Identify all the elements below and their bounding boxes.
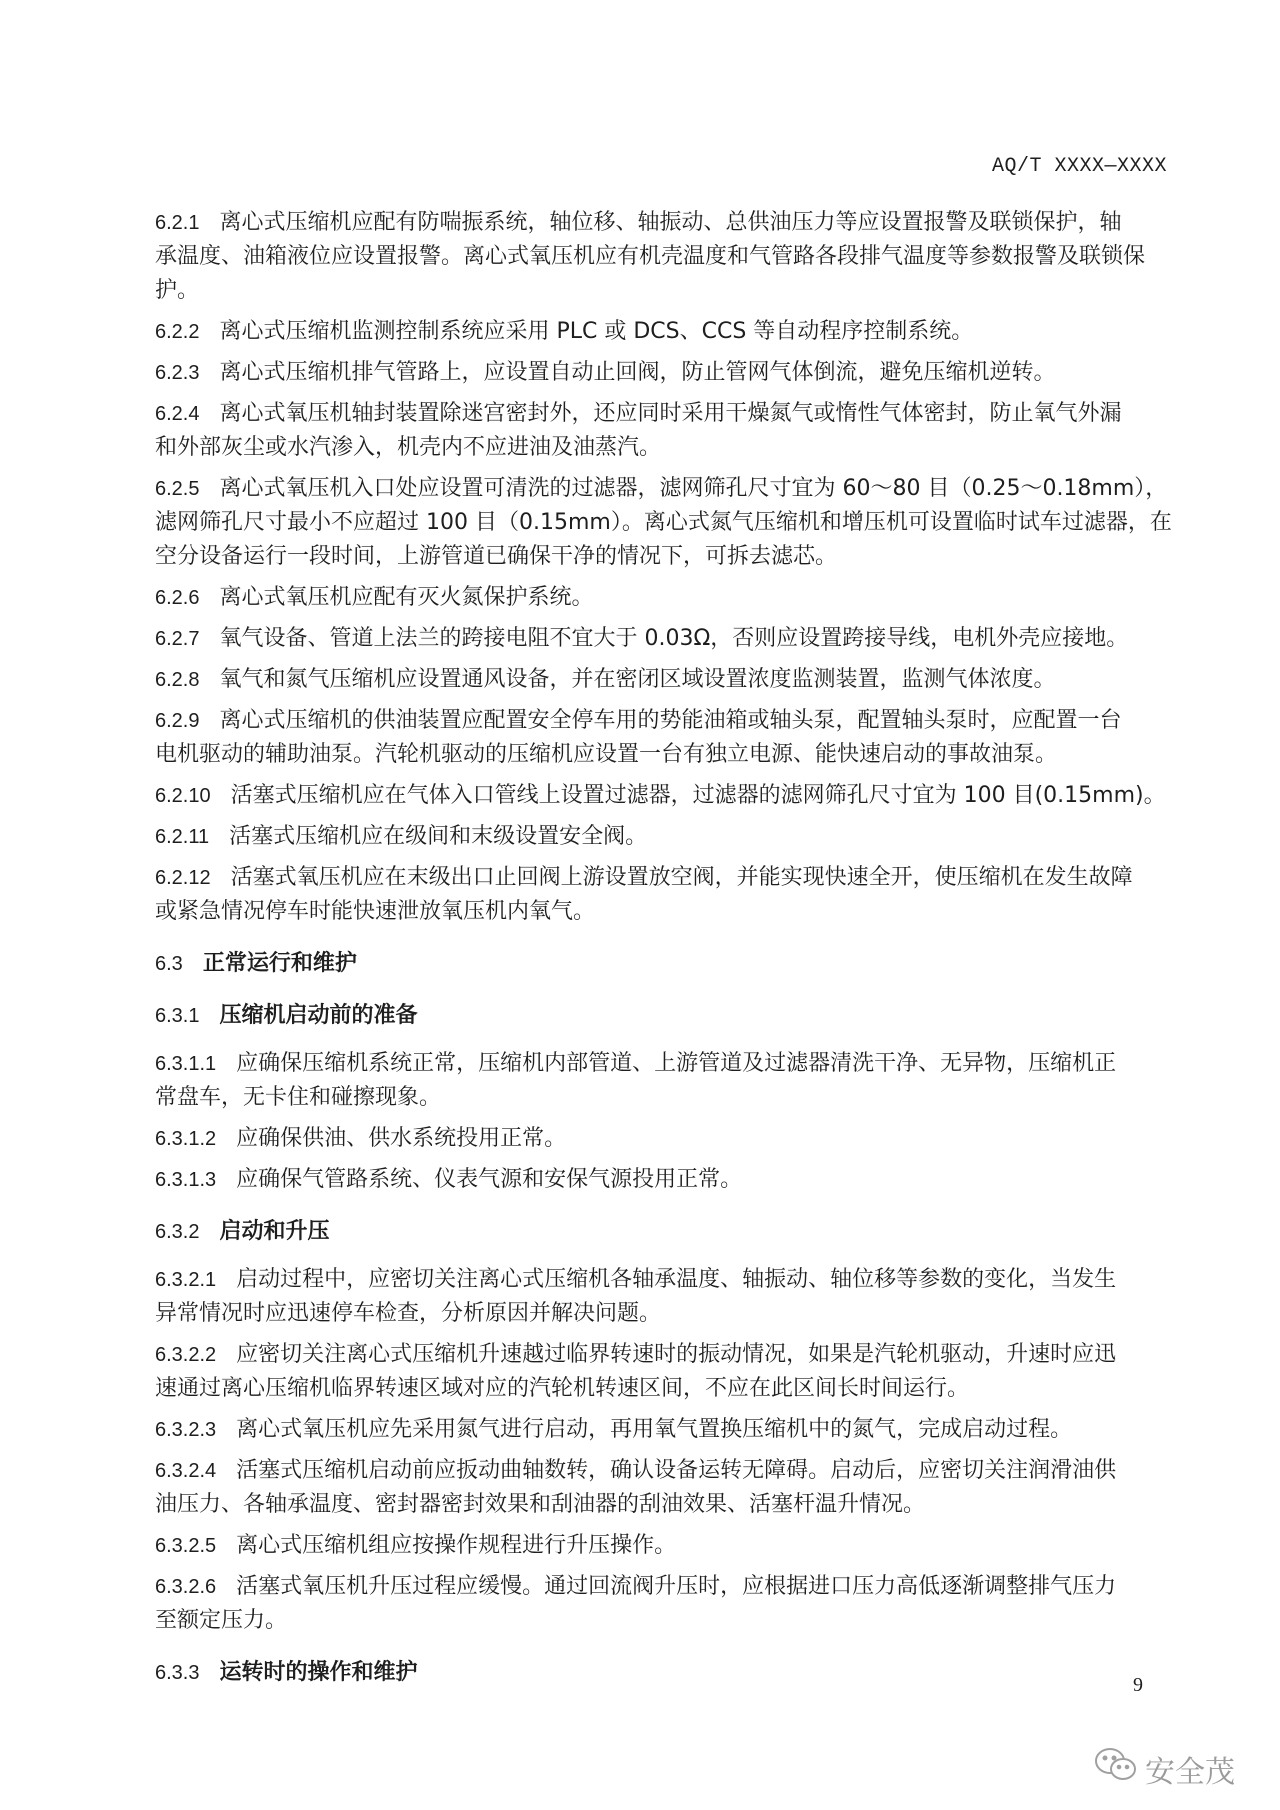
clause-paragraph [155,622,1167,656]
clause-number: 6.2.12 [155,867,211,889]
clause-number: 6.2.4 [155,403,200,425]
clause-paragraph [155,1570,1167,1638]
clause-number: 6.3.2.3 [155,1419,217,1441]
paragraph-line [155,663,1167,697]
clause-number: 6.3.1.3 [155,1169,217,1191]
clause-paragraph [155,820,1167,854]
clause-text: 离心式压缩机排气管路上，应设置自动止回阀，防止管网气体倒流，避免压缩机逆转。 [219,360,1056,385]
clause-paragraph [155,861,1167,929]
clause-number: 6.3.1.2 [155,1128,217,1150]
clause-paragraph [155,1163,1167,1197]
clause-text: 启动过程中，应密切关注离心式压缩机各轴承温度、轴振动、轴位移等参数的变化，当发生 [236,1267,1117,1292]
document-code-header: AQ/T XXXX—XXXX [991,155,1167,178]
clause-paragraph [155,1122,1167,1156]
clause-text: 速通过离心压缩机临界转速区域对应的汽轮机转速区间，不应在此区间长时间运行。 [155,1376,970,1401]
paragraph-line [155,1163,1167,1197]
paragraph-line [155,274,1167,308]
section-number: 6.3.2 [155,1221,200,1243]
clause-text: 离心式氧压机应先采用氮气进行启动，再用氧气置换压缩机中的氮气，完成启动过程。 [236,1417,1073,1442]
clause-text: 护。 [155,278,200,303]
paragraph-line [155,540,1167,574]
paragraph-line [155,431,1167,465]
section-heading [155,1215,1167,1249]
section-heading [155,1656,1167,1690]
clause-text: 承温度、油箱液位应设置报警。离心式氧压机应有机壳温度和气管路各段排气温度等参数报警及联锁保 [155,244,1146,269]
paragraph-line [155,779,1167,813]
paragraph-line [155,1570,1167,1604]
clause-paragraph [155,315,1167,349]
clause-number: 6.2.10 [155,785,211,807]
clause-number: 6.3.2.4 [155,1460,217,1482]
clause-number: 6.2.6 [155,587,200,609]
clause-paragraph [155,1413,1167,1447]
clause-number: 6.2.11 [155,826,210,848]
paragraph-line [155,1454,1167,1488]
paragraph-line [155,1081,1167,1115]
clause-text: 氧气和氮气压缩机应设置通风设备，并在密闭区域设置浓度监测装置，监测气体浓度。 [219,667,1056,692]
paragraph-line [155,1297,1167,1331]
clause-paragraph [155,1263,1167,1331]
wechat-icon [1093,1745,1139,1793]
paragraph-line [155,206,1167,240]
section-title: 压缩机启动前的准备 [219,1003,418,1028]
clause-number: 6.2.2 [155,321,200,343]
paragraph-line [155,738,1167,772]
clause-text: 应确保压缩机系统正常，压缩机内部管道、上游管道及过滤器清洗干净、无异物，压缩机正 [236,1051,1117,1076]
paragraph-line [155,472,1167,506]
clause-paragraph [155,206,1167,308]
paragraph-line [155,820,1167,854]
clause-number: 6.2.5 [155,478,200,500]
paragraph-line [155,240,1167,274]
clause-paragraph [155,1529,1167,1563]
clause-number: 6.3.2.5 [155,1535,217,1557]
document-body [155,206,1172,1704]
paragraph-line [155,1529,1167,1563]
clause-number: 6.2.9 [155,710,200,732]
clause-text: 电机驱动的辅助油泵。汽轮机驱动的压缩机应设置一台有独立电源、能快速启动的事故油泵。 [155,742,1058,767]
clause-paragraph [155,356,1167,390]
paragraph-line [155,895,1167,929]
paragraph-line [155,1488,1167,1522]
clause-text: 离心式压缩机监测控制系统应采用 PLC 或 DCS、CCS 等自动程序控制系统。 [219,319,974,344]
clause-text: 离心式压缩机组应按操作规程进行升压操作。 [236,1533,677,1558]
clause-text: 应确保供油、供水系统投用正常。 [236,1126,567,1151]
clause-number: 6.2.8 [155,669,200,691]
clause-text: 至额定压力。 [155,1608,288,1633]
clause-paragraph [155,1338,1167,1406]
clause-text: 常盘车，无卡住和碰擦现象。 [155,1085,442,1110]
clause-text: 异常情况时应迅速停车检查，分析原因并解决问题。 [155,1301,662,1326]
section-number: 6.3.1 [155,1005,200,1027]
section-heading [155,947,1167,981]
paragraph-line [155,1372,1167,1406]
paragraph-line [155,704,1167,738]
paragraph-line [155,506,1172,540]
clause-paragraph [155,663,1167,697]
clause-number: 6.2.1 [155,212,200,234]
section-title: 启动和升压 [219,1219,330,1244]
clause-number: 6.2.7 [155,628,200,650]
clause-paragraph [155,1454,1167,1522]
paragraph-line [155,1263,1167,1297]
clause-text: 活塞式氧压机升压过程应缓慢。通过回流阀升压时，应根据进口压力高低逐渐调整排气压力 [236,1574,1117,1599]
section-number: 6.3 [155,953,183,975]
clause-number: 6.3.2.6 [155,1576,217,1598]
clause-text: 氧气设备、管道上法兰的跨接电阻不宜大于 0.03Ω，否则应设置跨接导线，电机外壳应接地。 [219,626,1129,651]
paragraph-line [155,356,1167,390]
clause-number: 6.3.2.1 [155,1269,217,1291]
paragraph-line [155,315,1167,349]
clause-paragraph [155,581,1167,615]
paragraph-line [155,1338,1167,1372]
clause-number: 6.2.3 [155,362,200,384]
clause-number: 6.3.1.1 [155,1053,217,1075]
clause-text: 活塞式压缩机启动前应扳动曲轴数转，确认设备运转无障碍。启动后，应密切关注润滑油供 [236,1458,1117,1483]
clause-text: 空分设备运行一段时间，上游管道已确保干净的情况下，可拆去滤芯。 [155,544,838,569]
clause-text: 滤网筛孔尺寸最小不应超过 100 目（0.15mm）。离心式氮气压缩机和增压机可设置临时试车过滤器，在 [155,510,1172,535]
clause-text: 和外部灰尘或水汽渗入，机壳内不应进油及油蒸汽。 [155,435,662,460]
clause-text: 应确保气管路系统、仪表气源和安保气源投用正常。 [236,1167,743,1192]
clause-paragraph [155,779,1167,813]
clause-text: 离心式压缩机应配有防喘振系统，轴位移、轴振动、总供油压力等应设置报警及联锁保护，轴 [219,210,1122,235]
section-title: 运转时的操作和维护 [219,1660,418,1685]
clause-number: 6.3.2.2 [155,1344,217,1366]
clause-text: 或紧急情况停车时能快速泄放氧压机内氧气。 [155,899,596,924]
paragraph-line [155,1122,1167,1156]
clause-paragraph [155,397,1167,465]
paragraph-line [155,1604,1167,1638]
clause-paragraph [155,704,1167,772]
clause-text: 活塞式压缩机应在气体入口管线上设置过滤器，过滤器的滤网筛孔尺寸宜为 100 目(0.15mm)。 [230,783,1166,808]
clause-paragraph [155,472,1172,574]
clause-text: 离心式氧压机入口处应设置可清洗的过滤器，滤网筛孔尺寸宜为 60～80 目（0.25～0.18mm）， [219,476,1168,501]
section-heading [155,999,1167,1033]
clause-text: 离心式氧压机应配有灭火氮保护系统。 [219,585,594,610]
clause-text: 离心式氧压机轴封装置除迷宫密封外，还应同时采用干燥氮气或惰性气体密封，防止氧气外漏 [219,401,1122,426]
paragraph-line [155,1047,1167,1081]
page-number: 9 [1133,1674,1143,1696]
watermark-text: 安全茂 [1145,1755,1235,1790]
paragraph-line [155,1413,1167,1447]
paragraph-line [155,397,1167,431]
paragraph-line [155,861,1167,895]
section-number: 6.3.3 [155,1662,200,1684]
watermark [1093,1745,1235,1793]
paragraph-line [155,622,1167,656]
paragraph-line [155,581,1167,615]
clause-text: 离心式压缩机的供油装置应配置安全停车用的势能油箱或轴头泵，配置轴头泵时，应配置一台 [219,708,1122,733]
section-title: 正常运行和维护 [202,951,357,976]
clause-text: 活塞式压缩机应在级间和末级设置安全阀。 [229,824,648,849]
clause-text: 应密切关注离心式压缩机升速越过临界转速时的振动情况，如果是汽轮机驱动，升速时应迅 [236,1342,1117,1367]
clause-paragraph [155,1047,1167,1115]
clause-text: 活塞式氧压机应在末级出口止回阀上游设置放空阀，并能实现快速全开，使压缩机在发生故障 [230,865,1133,890]
clause-text: 油压力、各轴承温度、密封器密封效果和刮油器的刮油效果、活塞杆温升情况。 [155,1492,926,1517]
